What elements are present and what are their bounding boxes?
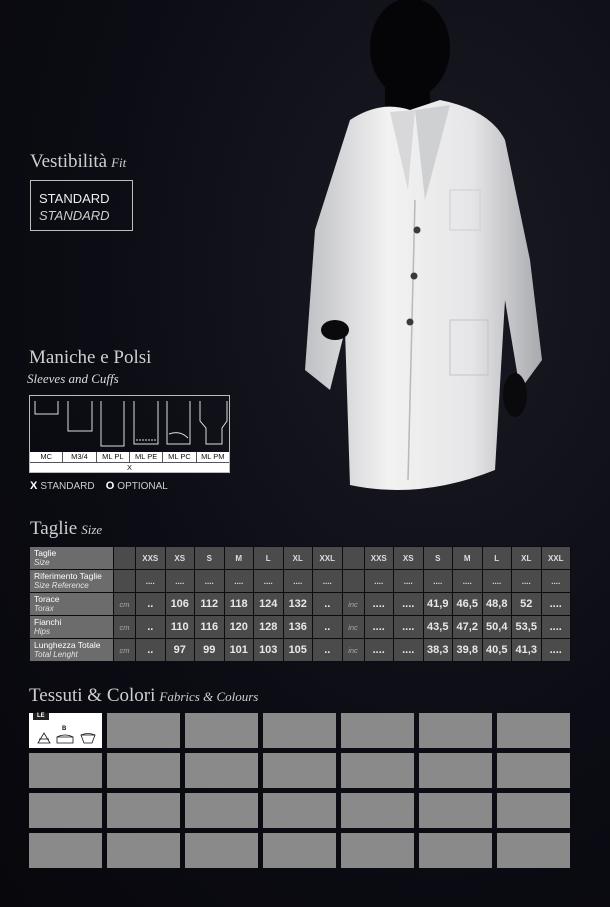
size-cell-inch: M	[453, 547, 483, 570]
size-cell-inch: ....	[512, 570, 542, 593]
size-cell-inch: 48,8	[482, 593, 512, 616]
sleeve-label: ML PC	[163, 452, 196, 462]
care-symbols-icon	[29, 713, 102, 748]
fit-title: Vestibilità Fit	[30, 151, 127, 172]
fabric-swatch[interactable]	[497, 833, 570, 868]
sleeve-legend: X STANDARD O OPTIONAL	[30, 480, 168, 492]
size-cell-inch: ....	[394, 639, 424, 662]
fabric-swatch[interactable]	[185, 713, 258, 748]
fabric-swatch-grid	[29, 713, 571, 868]
size-unit: cm	[114, 593, 136, 616]
size-cell-inch: XXS	[364, 547, 394, 570]
size-cell: 128	[254, 616, 284, 639]
fabric-swatch[interactable]	[263, 833, 336, 868]
fabric-swatch[interactable]	[419, 833, 492, 868]
fabrics-title: Tessuti & Colori Fabrics & Colours	[29, 685, 259, 706]
size-unit: cm	[114, 639, 136, 662]
size-cell-inch: ....	[423, 570, 453, 593]
size-cell-inch: 43,5	[423, 616, 453, 639]
size-cell: ....	[136, 570, 166, 593]
fabric-swatch[interactable]	[419, 793, 492, 828]
size-cell: XS	[165, 547, 195, 570]
fabric-swatch[interactable]	[29, 793, 102, 828]
size-cell-inch: L	[482, 547, 512, 570]
size-cell-inch: ....	[364, 639, 394, 662]
size-cell: 136	[283, 616, 313, 639]
size-cell: ..	[313, 616, 343, 639]
size-cell: ..	[313, 639, 343, 662]
sleeve-label: M3/4	[63, 452, 96, 462]
fabric-swatch[interactable]	[341, 713, 414, 748]
fabric-swatch[interactable]	[263, 753, 336, 788]
size-cell: ..	[136, 616, 166, 639]
size-row-header: Fianchi Hips	[30, 616, 114, 639]
size-unit-inch	[342, 570, 364, 593]
fabric-care-label[interactable]	[29, 713, 102, 748]
size-cell: ..	[136, 639, 166, 662]
fabric-swatch[interactable]	[341, 833, 414, 868]
size-cell: ..	[136, 593, 166, 616]
sleeve-label: ML PE	[130, 452, 163, 462]
size-cell: S	[195, 547, 225, 570]
fabric-swatch[interactable]	[107, 713, 180, 748]
sleeve-label: ML PM	[201, 452, 225, 461]
sleeve-type-labels	[30, 452, 229, 462]
size-cell: ....	[283, 570, 313, 593]
sizes-title: Taglie Size	[30, 518, 103, 539]
fit-box	[30, 180, 133, 231]
size-cell: 105	[283, 639, 313, 662]
sleeves-title: Maniche e Polsi	[29, 347, 152, 368]
size-cell: 106	[165, 593, 195, 616]
size-cell: XXL	[313, 547, 343, 570]
size-unit-inch: inc	[342, 593, 364, 616]
fabric-swatch[interactable]	[263, 793, 336, 828]
size-table-row	[30, 639, 571, 662]
size-cell-inch: ....	[394, 593, 424, 616]
size-cell-inch: 39,8	[453, 639, 483, 662]
size-cell-inch: ....	[364, 593, 394, 616]
size-cell-inch: S	[423, 547, 453, 570]
size-cell-inch: 46,5	[453, 593, 483, 616]
size-unit: cm	[114, 616, 136, 639]
sleeve-label: ML PL	[97, 452, 130, 462]
size-row-header: Torace Torax	[30, 593, 114, 616]
size-unit	[114, 570, 136, 593]
size-cell: L	[254, 547, 284, 570]
size-cell: 101	[224, 639, 254, 662]
size-cell-inch: XS	[394, 547, 424, 570]
size-cell-inch: 40,5	[482, 639, 512, 662]
fabric-swatch[interactable]	[185, 793, 258, 828]
size-cell-inch: 38,3	[423, 639, 453, 662]
fabric-swatch[interactable]	[29, 753, 102, 788]
size-cell: ..	[313, 593, 343, 616]
fabric-tag: LE	[33, 713, 49, 720]
size-unit-inch	[342, 547, 364, 570]
fabric-swatch[interactable]	[419, 713, 492, 748]
fit-value-en: STANDARD	[39, 208, 110, 223]
fabric-swatch[interactable]	[29, 833, 102, 868]
fabric-swatch[interactable]	[107, 753, 180, 788]
size-unit-inch: inc	[342, 616, 364, 639]
sleeve-standard-marker: X	[30, 462, 229, 472]
size-cell-inch: 41,9	[423, 593, 453, 616]
sleeve-diagram	[29, 395, 230, 473]
size-cell-inch: ....	[453, 570, 483, 593]
size-cell: 132	[283, 593, 313, 616]
fabric-swatch[interactable]	[341, 753, 414, 788]
lab-coat-photo	[290, 0, 580, 500]
fit-value: STANDARD	[39, 191, 110, 206]
size-cell: 110	[165, 616, 195, 639]
size-cell-inch: 52	[512, 593, 542, 616]
size-cell: XL	[283, 547, 313, 570]
size-unit-inch: inc	[342, 639, 364, 662]
size-cell: ....	[224, 570, 254, 593]
size-cell: ....	[313, 570, 343, 593]
size-cell: 118	[224, 593, 254, 616]
size-row-header: Lunghezza Totale Total Lenght	[30, 639, 114, 662]
size-cell: M	[224, 547, 254, 570]
fabric-swatch[interactable]	[107, 833, 180, 868]
size-cell: ....	[195, 570, 225, 593]
size-cell-inch: XL	[512, 547, 542, 570]
fabric-swatch[interactable]	[107, 793, 180, 828]
fabric-swatch[interactable]	[497, 793, 570, 828]
sleeve-label: MC	[30, 452, 63, 462]
size-cell-inch: XXL	[541, 547, 571, 570]
size-cell: ....	[165, 570, 195, 593]
size-table-row	[30, 570, 571, 593]
size-table	[29, 546, 571, 662]
size-table-row	[30, 593, 571, 616]
fabric-swatch[interactable]	[497, 713, 570, 748]
size-cell-inch: ....	[394, 616, 424, 639]
size-cell: 97	[165, 639, 195, 662]
size-cell-inch: 53,5	[512, 616, 542, 639]
size-cell-inch: ....	[394, 570, 424, 593]
size-cell: 99	[195, 639, 225, 662]
size-cell-inch: ....	[482, 570, 512, 593]
size-row-header: Riferimento Taglie Size Reference	[30, 570, 114, 593]
size-cell-inch: ....	[541, 616, 571, 639]
size-cell-inch: ....	[364, 616, 394, 639]
fabric-swatch[interactable]	[419, 753, 492, 788]
size-table-row	[30, 547, 571, 570]
size-cell-inch: ....	[541, 639, 571, 662]
size-cell: 112	[195, 593, 225, 616]
size-cell: 103	[254, 639, 284, 662]
size-cell-inch: 47,2	[453, 616, 483, 639]
sleeve-shapes	[30, 396, 229, 452]
size-cell-inch: ....	[541, 570, 571, 593]
care-code: B	[62, 726, 67, 732]
size-unit	[114, 547, 136, 570]
size-cell-inch: 41,3	[512, 639, 542, 662]
size-cell-inch: ....	[364, 570, 394, 593]
size-cell-inch: ....	[541, 593, 571, 616]
size-cell: 120	[224, 616, 254, 639]
size-cell: ....	[254, 570, 284, 593]
fabric-swatch[interactable]	[185, 753, 258, 788]
size-cell: 124	[254, 593, 284, 616]
fabric-swatch[interactable]	[185, 833, 258, 868]
fabric-swatch[interactable]	[497, 753, 570, 788]
sleeves-subtitle: Sleeves and Cuffs	[27, 371, 119, 386]
size-cell: XXS	[136, 547, 166, 570]
size-cell-inch: 50,4	[482, 616, 512, 639]
size-cell: 116	[195, 616, 225, 639]
size-table-row	[30, 616, 571, 639]
size-row-header: Taglie Size	[30, 547, 114, 570]
fabric-swatch[interactable]	[263, 713, 336, 748]
fabric-swatch[interactable]	[341, 793, 414, 828]
